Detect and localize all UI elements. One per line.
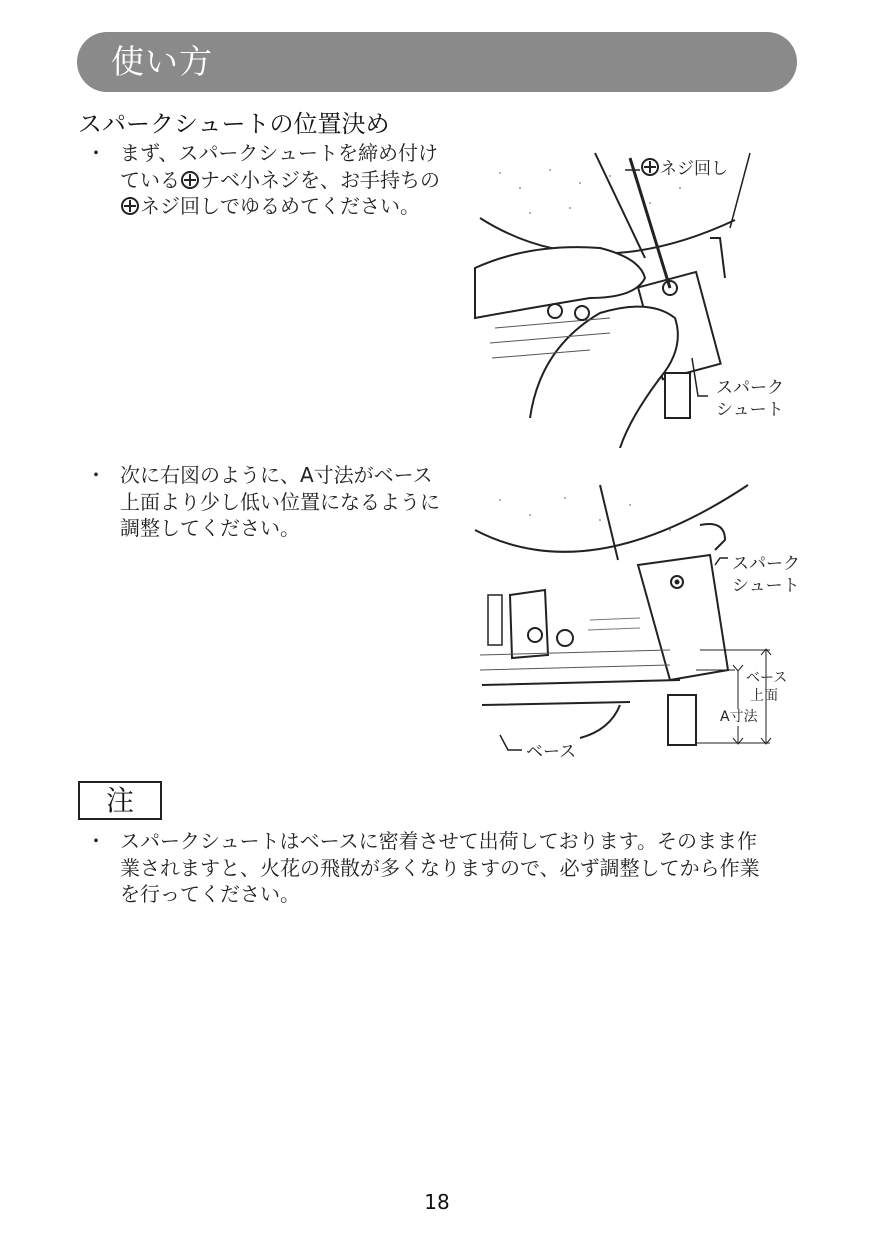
spark-chute-label-2: スパーク	[732, 554, 800, 574]
note-text	[86, 828, 816, 910]
spark-chute-label-1: スパーク	[716, 378, 784, 398]
step-1	[86, 140, 466, 222]
step-1-line-2b: ナベ小ネジを、お手持ちの	[200, 167, 440, 192]
step-1-line-2a: ている	[120, 167, 180, 192]
page-number: 18	[424, 1190, 450, 1214]
header-bar	[77, 32, 797, 92]
step-2-line-2: 上面より少し低い位置になるように	[120, 489, 440, 514]
bullet-mark: ・	[86, 829, 106, 853]
bullet-mark: ・	[86, 141, 106, 165]
step-2-text	[120, 462, 440, 542]
spark-chute-label-2b: シュート	[732, 576, 800, 596]
step-1-line-2	[120, 167, 440, 194]
figure-chute-height	[470, 480, 800, 780]
step-1-line-1: まず、スパークシュートを締め付け	[120, 141, 438, 165]
page-title: 使い方	[111, 42, 213, 81]
base-top-label-1: ベース	[746, 670, 788, 686]
step-1-line-3a: ネジ回しでゆるめてください。	[140, 194, 420, 218]
bullet-mark: ・	[86, 463, 106, 487]
figure-loosen-screw	[470, 148, 800, 448]
screwdriver-label-text: ネジ回し	[660, 159, 728, 179]
base-top-label-2: 上面	[750, 688, 778, 704]
note-heading-box	[78, 781, 162, 820]
spark-chute-label-1b: シュート	[716, 400, 784, 420]
note-body	[120, 828, 760, 908]
step-2-line-3: 調整してください。	[120, 516, 300, 540]
note-line-1: スパークシュートはベースに密着させて出荷しております。そのまま作	[120, 829, 757, 853]
dimension-a-label: A寸法	[720, 709, 758, 725]
base-label: ベース	[526, 742, 577, 762]
phillips-screw-icon	[121, 197, 139, 215]
note-line-2: 業されますと、火花の飛散が多くなりますので、必ず調整してから作業	[120, 855, 760, 880]
note-heading: 注	[105, 784, 134, 817]
screwdriver-label	[640, 158, 728, 180]
step-1-text	[120, 140, 440, 220]
step-1-line-3	[120, 193, 440, 220]
phillips-screw-icon	[641, 158, 659, 176]
phillips-screw-icon	[181, 171, 199, 189]
figure-2-illustration	[470, 480, 800, 780]
step-2-line-1: 次に右図のように、A寸法がベース	[120, 463, 433, 487]
note-line-3: を行ってください。	[120, 882, 300, 906]
step-2	[86, 462, 466, 544]
section-title: スパークシュートの位置決め	[78, 110, 390, 138]
